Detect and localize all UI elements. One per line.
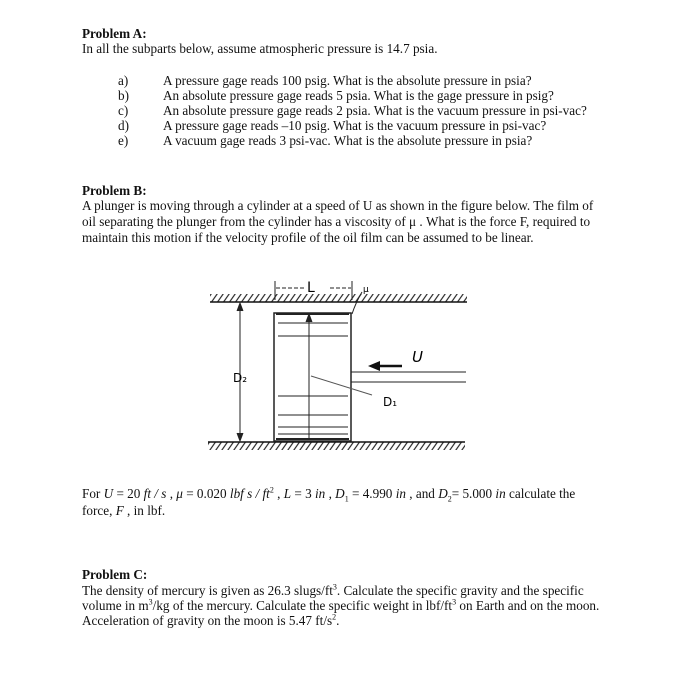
- text: /kg of the mercury. Calculate the specific weight in lbf/ft: [152, 598, 453, 613]
- top-wall: [210, 294, 467, 302]
- item-text: A vacuum gage reads 3 psi-vac. What is the absolute pressure in psia?: [163, 133, 533, 148]
- unit: lbf s / ft: [229, 486, 270, 501]
- superscript: 2: [332, 612, 337, 622]
- var-mu: μ: [176, 486, 183, 501]
- text: = 0.020: [182, 486, 230, 501]
- problem-b-title: Problem B:: [82, 183, 147, 198]
- text: .: [336, 613, 340, 628]
- text: ,: [273, 486, 284, 501]
- plunger: [274, 313, 351, 441]
- problem-c-line: [82, 613, 339, 629]
- unit: in: [395, 486, 406, 501]
- text: on Earth and on the moon.: [456, 598, 600, 613]
- text: . Calculate the specific gravity and the specific: [336, 583, 584, 598]
- velocity-arrow: [368, 361, 402, 371]
- var-D2: D: [438, 486, 448, 501]
- superscript: 3: [148, 597, 153, 607]
- problem-a-intro: In all the subparts below, assume atmospheric pressure is 14.7 psia.: [82, 41, 438, 56]
- text: = 4.990: [348, 486, 396, 501]
- item-label: e): [118, 133, 129, 148]
- text: = 3: [291, 486, 315, 501]
- text: calculate the: [505, 486, 576, 501]
- problem-c-line: [82, 583, 584, 599]
- D1-leader: [311, 376, 372, 395]
- item-text: A pressure gage reads –10 psig. What is the vacuum pressure in psi-vac?: [163, 118, 547, 133]
- bottom-wall: [208, 442, 465, 450]
- unit: ft / s: [143, 486, 167, 501]
- var-U: U: [103, 486, 114, 501]
- problem-b-para-line: A plunger is moving through a cylinder at a speed of U as shown in the figure below. The film of: [82, 198, 594, 213]
- label-D2: D₂: [233, 371, 248, 385]
- text: The density of mercury is given as 26.3 slugs/ft: [82, 583, 333, 598]
- unit: in: [495, 486, 506, 501]
- text: volume in m: [82, 598, 149, 613]
- text: = 5.000: [451, 486, 496, 501]
- subscript: 1: [344, 494, 349, 504]
- label-D1: D₁: [383, 395, 398, 409]
- item-label: a): [118, 73, 129, 88]
- var-L: L: [283, 486, 292, 501]
- label-L: L: [307, 280, 315, 296]
- var-D1: D: [335, 486, 345, 501]
- superscript: 3: [452, 597, 457, 607]
- item-text: An absolute pressure gage reads 2 psia. What is the vacuum pressure in psi-vac?: [163, 103, 587, 118]
- text: ,: [325, 486, 336, 501]
- superscript: 2: [269, 485, 274, 495]
- item-text: A pressure gage reads 100 psig. What is the absolute pressure in psia?: [163, 73, 532, 88]
- label-U: U: [412, 348, 423, 366]
- text: Acceleration of gravity on the moon is 5.47 ft/s: [82, 613, 333, 628]
- problem-b-para-line: oil separating the plunger from the cylinder has a viscosity of μ . What is the force F, required to: [82, 214, 591, 229]
- problem-b-para-line: maintain this motion if the velocity profile of the oil film can be assumed to be linear.: [82, 230, 534, 245]
- subscript: 2: [447, 494, 452, 504]
- text: , and: [405, 486, 439, 501]
- unit: in: [315, 486, 326, 501]
- rod: [351, 372, 466, 382]
- item-label: b): [118, 88, 129, 103]
- problem-a-title: Problem A:: [82, 26, 147, 41]
- text: force,: [82, 503, 116, 518]
- item-label: c): [118, 103, 129, 118]
- given-values: [82, 486, 575, 502]
- superscript: 3: [332, 582, 337, 592]
- item-label: d): [118, 118, 129, 133]
- problem-c-title: Problem C:: [82, 567, 148, 582]
- var-F: F: [115, 503, 124, 518]
- text: For: [82, 486, 104, 501]
- text: ,: [166, 486, 177, 501]
- given-values-line2: [82, 503, 165, 519]
- label-mu: μ: [363, 285, 369, 295]
- problem-c-line: [82, 598, 599, 614]
- text: , in lbf.: [123, 503, 166, 518]
- text: = 20: [113, 486, 144, 501]
- item-text: An absolute pressure gage reads 5 psia. What is the gage pressure in psig?: [163, 88, 554, 103]
